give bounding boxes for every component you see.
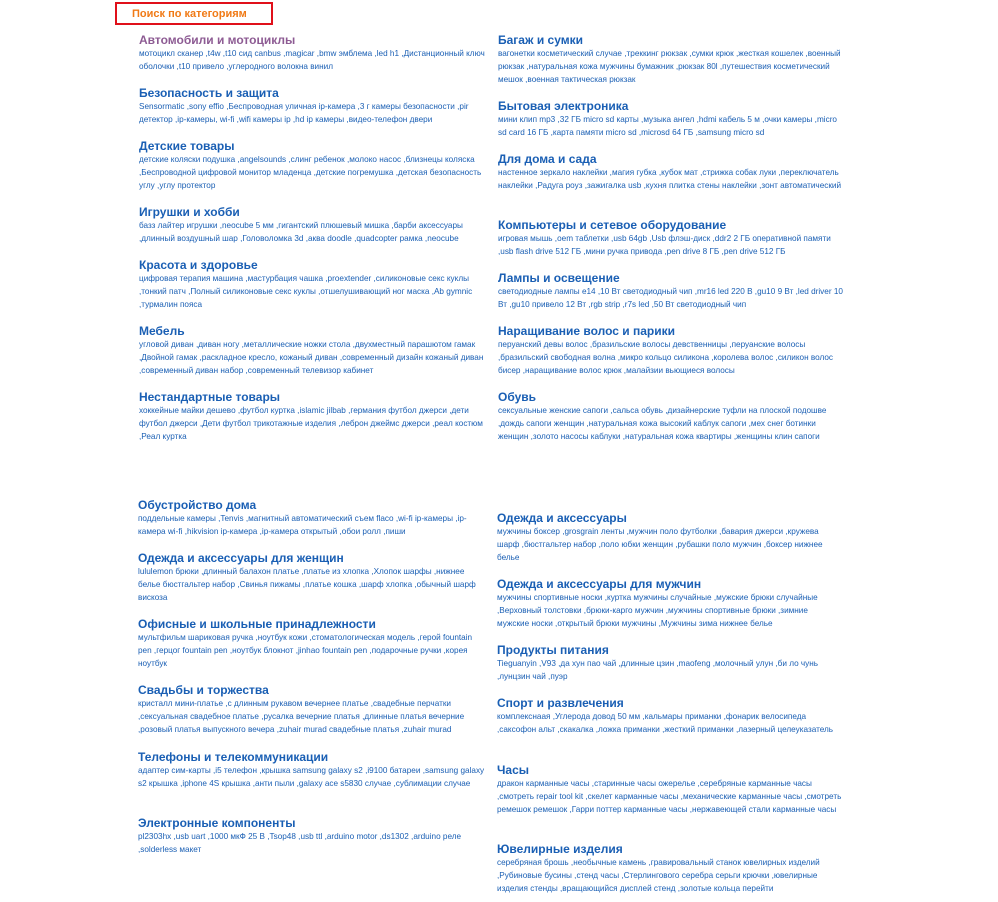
category-search-title: Поиск по категориям: [115, 2, 273, 25]
category-links[interactable]: настенное зеркало наклейки ,магия губка ,кубок мат ,стрижка собак луки ,переключатель наклейки ,Радуга роуз ,зажигалка usb ,кухня плитка стены наклейки ,зонт автоматический: [498, 168, 842, 191]
category-heading[interactable]: Свадьбы и торжества: [138, 683, 269, 697]
category-home-garden: [498, 152, 843, 192]
category-links[interactable]: игровая мышь ,oem таблетки ,usb 64gb ,Usb флэш-диск ,ddr2 2 ГБ оперативной памяти ,usb flash drive 512 ГБ ,мини ручка привода ,pen drive 8 ГБ ,pen drive 512 ГБ: [498, 234, 831, 257]
category-kids: [139, 139, 489, 193]
category-links[interactable]: дракон карманные часы ,старинные часы ожерелье ,серебряные карманные часы ,смотреть repair tool kit ,скелет карманные часы ,механические карманные часы ,смотреть ремешок ремешок ,Гарри поттер карманные часы ,нержавеющей стали карманные часы: [497, 779, 842, 815]
category-links[interactable]: мини клип mp3 ,32 ГБ micro sd карты ,музыка ангел ,hdmi кабель 5 м ,очки камеры ,micro sd card 16 ГБ ,карта памяти micro sd ,microsd 64 ГБ ,samsung micro sd: [498, 115, 837, 138]
category-heading[interactable]: Компьютеры и сетевое оборудование: [498, 218, 727, 232]
category-links[interactable]: угловой диван ,диван ногу ,металлические ножки стола ,двухместный парашютом гамак ,Двойной гамак ,раскладное кресло, кожаный диван ,современный дизайн кожаный диван ,современный диван набор ,современный телевизор кабинет: [139, 340, 484, 376]
category-heading[interactable]: Обувь: [498, 390, 537, 404]
category-furniture: [139, 324, 489, 378]
category-links[interactable]: Tieguanyin ,V93 ,да хун пао чай ,длинные цзин ,maofeng ,молочный улун ,би ло чунь ,лунцзин чай ,пуэр: [497, 659, 819, 682]
category-men-clothing: [497, 577, 842, 631]
category-heading[interactable]: Одежда и аксессуары для женщин: [138, 551, 344, 565]
category-heading[interactable]: Бытовая электроника: [498, 99, 629, 113]
category-food: [497, 643, 842, 683]
category-heading[interactable]: Электронные компоненты: [138, 816, 296, 830]
category-shoes: [498, 390, 843, 444]
category-heading[interactable]: Игрушки и хобби: [139, 205, 240, 219]
category-links[interactable]: мужчины боксер ,grosgrain ленты ,мужчин поло футболки ,бавария джерси ,кружева шарф ,бюстгальтер набор ,поло юбки женщин ,рубашки поло мужчин ,боксер нижнее белье: [497, 527, 823, 563]
category-heading[interactable]: Нестандартные товары: [139, 390, 281, 404]
category-links[interactable]: мультфильм шариковая ручка ,ноутбук кожи ,стоматологическая модель ,герой fountain pen ,герцог fountain pen ,ноутбук блокнот ,jinhao fountain pen ,подарочные ручки ,корея ноутбук: [138, 633, 473, 669]
category-beauty: [139, 258, 489, 312]
category-links[interactable]: кристалл мини-платье ,с длинным рукавом вечернее платье ,свадебные перчатки ,сексуальная свадебное платье ,русалка вечерние платья ,длинные платья вечерние ,розовый платья выпускного вечера ,zuhair murad свадебные платья ,zuhair murad: [138, 699, 465, 735]
category-heading[interactable]: Багаж и сумки: [498, 33, 583, 47]
category-home-improvement: [138, 498, 488, 538]
category-luggage: [498, 33, 843, 87]
category-jewelry: [497, 842, 842, 896]
category-links[interactable]: хоккейные майки дешево ,футбол куртка ,islamic jilbab ,германия футбол джерси ,дети футбол джерси ,Дети футбол трикотажные изделия ,леброн джеймс джерси ,реал костюм ,Реал куртка: [139, 406, 483, 442]
category-heading[interactable]: Спорт и развлечения: [497, 696, 624, 710]
category-computers: [498, 218, 843, 258]
category-custom: [139, 390, 489, 444]
category-phones: [138, 750, 488, 790]
category-links[interactable]: детские коляски подушка ,angelsounds ,слинг ребенок ,молоко насос ,близнецы коляска ,Беспроводной цифровой монитор младенца ,детские погремушка ,детская безопасность углу ,углу протектор: [139, 155, 482, 191]
category-links[interactable]: мотоцикл сканер ,t4w ,t10 сид canbus ,magicar ,bmw эмблема ,led h1 ,Дистанционный ключ оболочки ,t10 привело ,углеродного волокна винил: [139, 49, 485, 72]
category-heading[interactable]: Автомобили и мотоциклы: [139, 33, 296, 47]
category-heading[interactable]: Одежда и аксессуары для мужчин: [497, 577, 702, 591]
category-heading[interactable]: Обустройство дома: [138, 498, 257, 512]
category-heading[interactable]: Телефоны и телекоммуникации: [138, 750, 329, 764]
category-autos: [139, 33, 489, 73]
category-watches: [497, 763, 842, 817]
category-toys: [139, 205, 489, 245]
category-links[interactable]: вагонетки косметический случае ,треккинг рюкзак ,сумки крюк ,жесткая кошелек ,военный рюкзак ,натуральная кожа мужчины бумажник ,рюкзак 80l ,путешествия косметический мешок ,военная тактическая рюкзак: [498, 49, 841, 85]
category-heading[interactable]: Часы: [497, 763, 530, 777]
category-sports: [497, 696, 842, 736]
category-links[interactable]: светодиодные лампы e14 ,10 Вт светодиодный чип ,mr16 led 220 В ,gu10 9 Вт ,led driver 10 Вт ,gu10 привело 12 Вт ,rgb strip ,r7s led ,50 Вт светодиодный чип: [498, 287, 843, 310]
category-lighting: [498, 271, 843, 311]
category-links[interactable]: Sensormatic ,sony effio ,Беспроводная уличная ip-камера ,3 г камеры безопасности ,pir детектор ,ip-камеры, wi-fi ,wifi камеры ip ,hd ip камеры ,видео-телефон двери: [139, 102, 469, 125]
category-links[interactable]: мужчины спортивные носки ,куртка мужчины случайные ,мужские брюки случайные ,Верховный толстовки ,брюки-карго мужчин ,мужчины спортивные брюки ,зимние мужские носки ,открытый брюки мужчины ,Мужчины зима нижнее белье: [497, 593, 818, 629]
category-links[interactable]: поддельные камеры ,Tenvis ,магнитный автоматический съем flaco ,wi-fi ip-камеры ,ip-камера wi-fi ,hikvision ip-камера ,ip-камера открытый ,обои ролл ,пиши: [138, 514, 467, 537]
category-electronics: [498, 99, 843, 139]
category-heading[interactable]: Продукты питания: [497, 643, 609, 657]
category-links[interactable]: перуанский девы волос ,бразильские волосы девственницы ,перуанские волосы ,бразильский свободная волна ,микро кольцо силикона ,королева волос ,силикон волос бисер ,наращивание волос крюк ,малайзии вьющиеся волосы: [498, 340, 834, 376]
category-heading[interactable]: Ювелирные изделия: [497, 842, 623, 856]
category-heading[interactable]: Красота и здоровье: [139, 258, 258, 272]
category-heading[interactable]: Одежда и аксессуары: [497, 511, 627, 525]
category-apparel: [497, 511, 842, 565]
category-heading[interactable]: Наращивание волос и парики: [498, 324, 675, 338]
category-heading[interactable]: Для дома и сада: [498, 152, 597, 166]
category-women-clothing: [138, 551, 488, 605]
category-links[interactable]: сексуальные женские сапоги ,сальса обувь ,дизайнерские туфли на плоской подошве ,дождь сапоги женщин ,натуральная кожа высокий каблук сапоги ,мех снег ботинки женщин ,золото насосы каблуки ,натуральная кожа квартиры ,женщины клин сапоги: [498, 406, 827, 442]
category-heading[interactable]: Безопасность и защита: [139, 86, 279, 100]
category-components: [138, 816, 488, 856]
category-hair: [498, 324, 843, 378]
category-links[interactable]: базз лайтер игрушки ,neocube 5 мм ,гигантский плюшевый мишка ,барби аксессуары ,длинный воздушный шар ,Головоломка 3d ,аква doodle ,quadcopter рамка ,neocube: [139, 221, 463, 244]
category-heading[interactable]: Офисные и школьные принадлежности: [138, 617, 376, 631]
category-links[interactable]: серебряная брошь ,необычные камень ,гравировальный станок ювелирных изделий ,Рубиновые бусины ,стенд часы ,Стерлингового серебра серьги крючки ,ювелирные изделия стенды ,вращающийся дисплей стенд ,золотые кольца перейти: [497, 858, 820, 894]
category-links[interactable]: цифровая терапия машина ,мастурбация чашка ,proextender ,силиконовые секс куклы ,тонкий патч ,Полный силиконовые секс куклы ,отшелушивающий ног маска ,Ab gymnic ,турмалин пояса: [139, 274, 473, 310]
category-heading[interactable]: Детские товары: [139, 139, 235, 153]
category-links[interactable]: lululemon брюки ,длинный балахон платье ,платье из хлопка ,Хлопок шарфы ,нижнее белье бюстгальтер набор ,Свинья пижамы ,платье кошка ,шарф хлопка ,обычный шарф вискоза: [138, 567, 476, 603]
category-links[interactable]: pl2303hx ,usb uart ,1000 мкФ 25 В ,Tsop48 ,usb ttl ,arduino motor ,ds1302 ,arduino реле ,solderless макет: [138, 832, 462, 855]
category-security: [139, 86, 489, 126]
category-heading[interactable]: Мебель: [139, 324, 185, 338]
category-links[interactable]: комплекснаая ,Углерода довод 50 мм ,кальмары приманки ,фонарик велосипеда ,саксофон альт ,скакалка ,ложка приманки ,жесткий приманки ,лазерный целеуказатель: [497, 712, 834, 735]
category-office: [138, 617, 488, 671]
category-links[interactable]: адаптер сим-карты ,i5 телефон ,крышка samsung galaxy s2 ,i9100 батареи ,samsung galaxy s2 крышка ,iphone 4S крышка ,анти пыли ,galaxy ace s5830 случае ,сублимации случае: [138, 766, 485, 789]
category-heading[interactable]: Лампы и освещение: [498, 271, 620, 285]
category-weddings: [138, 683, 488, 737]
